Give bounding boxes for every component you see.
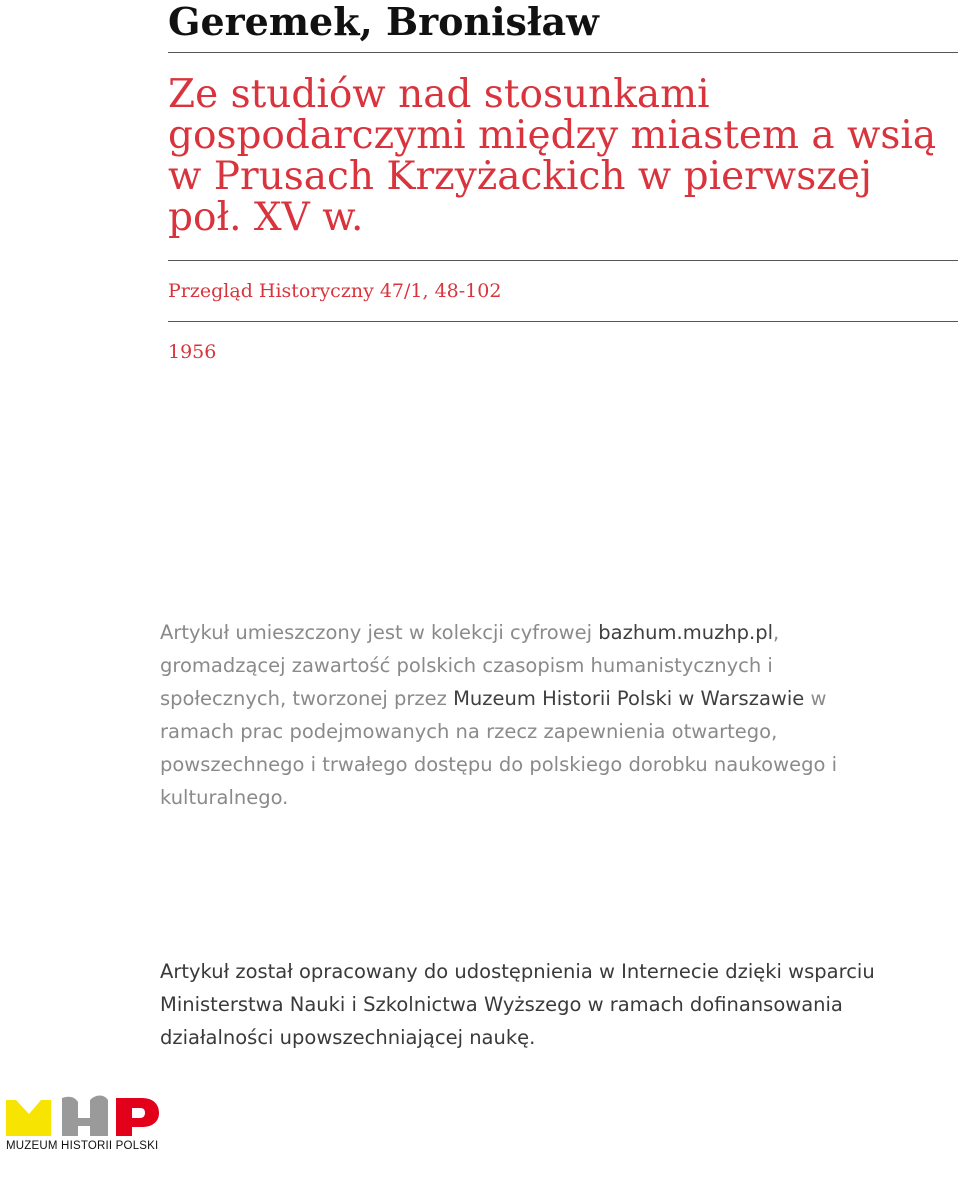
collection-note <box>160 616 900 814</box>
collection-note-part-2: , gromadzącej zawartość polskich czasopism humanistycznych i społecznych, tworzonej przez <box>160 621 780 710</box>
logo-text: MUZEUM HISTORII POLSKI <box>6 1140 159 1152</box>
logo-gray-h <box>62 1096 108 1137</box>
article-title: Ze studiów nad stosunkami gospodarczymi między miastem a wsią w Prusach Krzyżackich w pierwszej poł. XV w. <box>168 72 937 240</box>
funding-note: Artykuł został opracowany do udostępnienia w Internecie dzięki wsparciu Ministerstwa Nauki i Szkolnictwa Wyższego w ramach dofinansowania działalności upowszechniającej naukę. <box>160 960 875 1049</box>
divider-top <box>168 52 958 53</box>
author-name: Geremek, Bronisław <box>168 0 599 44</box>
publication-year: 1956 <box>168 341 217 363</box>
museum-name: Muzeum Historii Polski w Warszawie <box>453 687 805 710</box>
divider-bottom <box>168 321 958 322</box>
collection-note-part-3: w ramach prac podejmowanych na rzecz zapewnienia otwartego, powszechnego i trwałego dostępu do polskiego dorobku naukowego i kulturalnego. <box>160 687 837 809</box>
collection-site-link[interactable]: bazhum.muzhp.pl <box>598 621 774 644</box>
logo-red-p <box>116 1098 159 1136</box>
museum-logo-icon <box>4 1094 164 1140</box>
museum-logo <box>4 1094 164 1158</box>
journal-citation: Przegląd Historyczny 47/1, 48-102 <box>168 280 502 302</box>
collection-note-part-1: Artykuł umieszczony jest w kolekcji cyfrowej <box>160 621 599 644</box>
divider-middle <box>168 260 958 261</box>
